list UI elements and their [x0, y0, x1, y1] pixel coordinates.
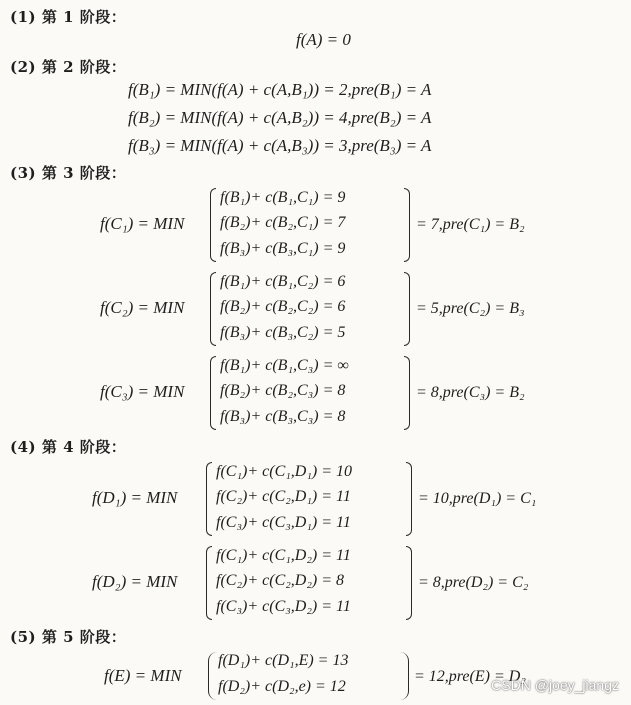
stage-2-title: (2) 第 2 阶段： — [10, 58, 127, 76]
c1-row-3: f(B₃)+ c(B₃,C₁) = 9 — [220, 240, 346, 257]
c3-right-bracket — [404, 356, 410, 430]
c2-right-bracket — [404, 272, 410, 346]
c1-row-1: f(B₁)+ c(B₁,C₁) = 9 — [220, 189, 346, 206]
stage-2-equation-3: f(B₃) = MIN(f(A) + c(A,B₃)) = 3,pre(B₃) = A — [128, 136, 432, 155]
d2-right-bracket — [406, 546, 412, 620]
c2-row-1: f(B₁)+ c(B₁,C₂) = 6 — [220, 273, 346, 290]
c3-row-1: f(B₁)+ c(B₁,C₃) = ∞ — [220, 357, 349, 374]
d2-left-bracket — [206, 546, 212, 620]
watermark: CSDN @joey_jiangz — [491, 677, 619, 693]
c3-row-2: f(B₂)+ c(B₂,C₃) = 8 — [220, 382, 346, 399]
c3-lhs: f(C₃) = MIN — [100, 382, 185, 401]
e-rhs: = 12,pre(E) = D₂ — [414, 668, 526, 685]
c2-rhs: = 5,pre(C₂) = B₃ — [416, 300, 525, 317]
d1-rhs: = 10,pre(D₁) = C₁ — [418, 490, 537, 507]
stage-3-title: (3) 第 3 阶段： — [10, 164, 127, 182]
stage-2-equation-2: f(B₂) = MIN(f(A) + c(A,B₂)) = 4,pre(B₂) = A — [128, 108, 432, 127]
c3-row-3: f(B₃)+ c(B₃,C₃) = 8 — [220, 408, 346, 425]
c1-right-bracket — [404, 188, 410, 262]
stage-2-equation-1: f(B₁) = MIN(f(A) + c(A,B₁)) = 2,pre(B₁) = A — [128, 80, 432, 99]
e-row-1: f(D₁)+ c(D₁,E) = 13 — [218, 652, 349, 669]
e-right-paren — [400, 652, 409, 700]
d2-row-1: f(C₁)+ c(C₁,D₂) = 11 — [216, 547, 351, 564]
d2-rhs: = 8,pre(D₂) = C₂ — [418, 574, 529, 591]
c2-row-2: f(B₂)+ c(B₂,C₂) = 6 — [220, 298, 346, 315]
d1-right-bracket — [406, 462, 412, 536]
c3-rhs: = 8,pre(C₃) = B₂ — [416, 384, 525, 401]
e-left-paren — [208, 652, 217, 700]
d1-left-bracket — [206, 462, 212, 536]
d2-lhs: f(D₂) = MIN — [92, 572, 178, 591]
c1-lhs: f(C₁) = MIN — [100, 214, 185, 233]
stage-1-equation: f(A) = 0 — [296, 30, 351, 49]
d1-lhs: f(D₁) = MIN — [92, 488, 178, 507]
c3-left-bracket — [210, 356, 216, 430]
c2-lhs: f(C₂) = MIN — [100, 298, 185, 317]
stage-4-title: (4) 第 4 阶段： — [10, 438, 127, 456]
d1-row-1: f(C₁)+ c(C₁,D₁) = 10 — [216, 463, 353, 480]
stage-1-title: (1) 第 1 阶段： — [10, 8, 127, 26]
c2-left-bracket — [210, 272, 216, 346]
stage-5-title: (5) 第 5 阶段： — [10, 628, 127, 646]
d1-row-2: f(C₂)+ c(C₂,D₁) = 11 — [216, 488, 351, 505]
d2-row-3: f(C₃)+ c(C₃,D₂) = 11 — [216, 598, 351, 615]
d2-row-2: f(C₂)+ c(C₂,D₂) = 8 — [216, 572, 345, 589]
c2-row-3: f(B₃)+ c(B₃,C₂) = 5 — [220, 324, 346, 341]
c1-row-2: f(B₂)+ c(B₂,C₁) = 7 — [220, 214, 346, 231]
d1-row-3: f(C₃)+ c(C₃,D₁) = 11 — [216, 514, 351, 531]
e-row-2: f(D₂)+ c(D₂,e) = 12 — [218, 678, 346, 695]
c1-left-bracket — [210, 188, 216, 262]
e-lhs: f(E) = MIN — [104, 666, 182, 685]
c1-rhs: = 7,pre(C₁) = B₂ — [416, 216, 525, 233]
